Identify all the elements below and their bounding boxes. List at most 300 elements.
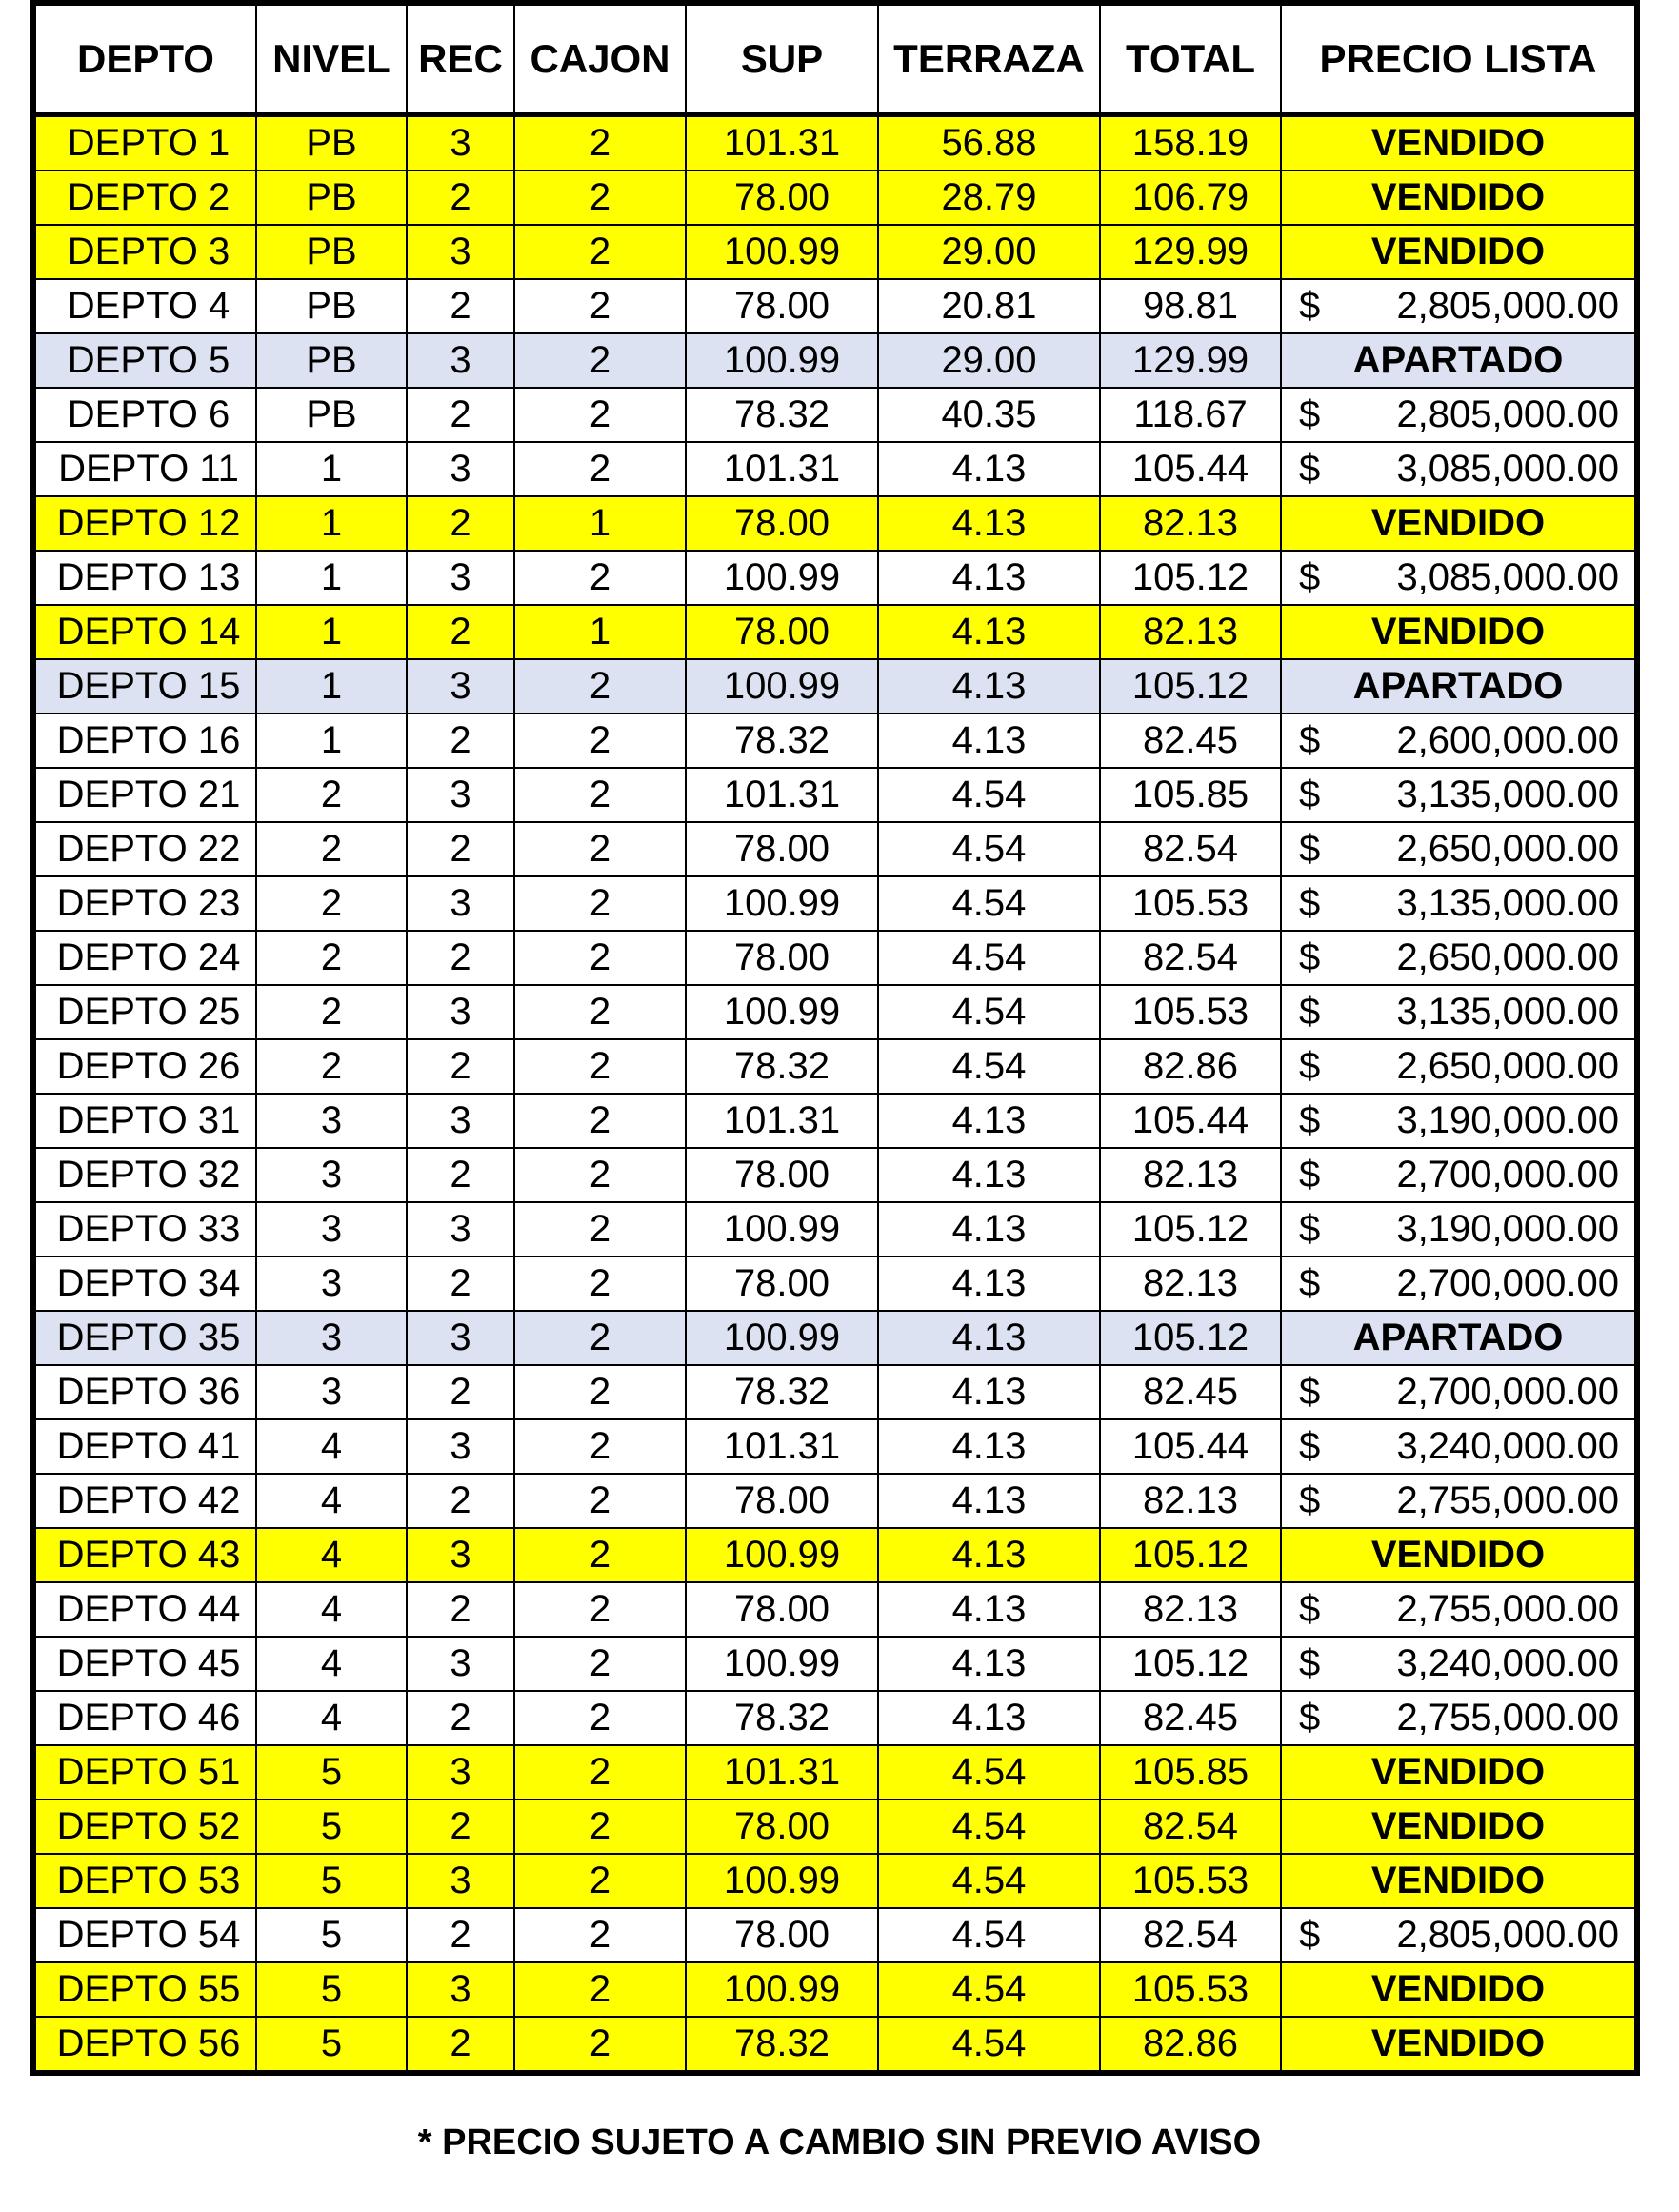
table-row [33, 1148, 1637, 1202]
cell-sup: 100.99 [686, 333, 878, 388]
price-value [1282, 393, 1634, 436]
cell-cajon: 2 [514, 1800, 686, 1854]
cell-terraza: 4.13 [878, 1148, 1100, 1202]
cell-cajon: 2 [514, 1257, 686, 1311]
price-value [1282, 1425, 1634, 1468]
cell-nivel: 1 [256, 605, 407, 659]
cell-cajon: 2 [514, 822, 686, 876]
cell-terraza: 4.54 [878, 768, 1100, 822]
cell-depto: DEPTO 13 [33, 551, 256, 605]
cell-depto: DEPTO 52 [33, 1800, 256, 1854]
price-amount: 2,805,000.00 [1396, 1914, 1619, 1956]
cell-sup: 100.99 [686, 1528, 878, 1582]
cell-sup: 78.32 [686, 1365, 878, 1419]
cell-depto: DEPTO 34 [33, 1257, 256, 1311]
table-row [33, 1745, 1637, 1800]
cell-sup: 78.00 [686, 822, 878, 876]
cell-terraza: 4.54 [878, 931, 1100, 985]
status-badge-vendido: VENDIDO [1281, 225, 1637, 279]
cell-total: 105.53 [1100, 1854, 1281, 1908]
currency-symbol: $ [1299, 1208, 1321, 1250]
cell-rec: 2 [407, 2017, 514, 2073]
cell-rec: 2 [407, 605, 514, 659]
cell-sup: 78.00 [686, 171, 878, 225]
price-amount: 2,650,000.00 [1396, 828, 1619, 870]
header-row [33, 3, 1637, 115]
cell-nivel: 4 [256, 1691, 407, 1745]
cell-precio-lista [1281, 714, 1637, 768]
table-header [33, 3, 1637, 115]
cell-terraza: 4.54 [878, 876, 1100, 931]
table-row [33, 1257, 1637, 1311]
cell-nivel: 5 [256, 1800, 407, 1854]
cell-total: 105.12 [1100, 659, 1281, 714]
cell-terraza: 4.13 [878, 551, 1100, 605]
cell-rec: 2 [407, 1365, 514, 1419]
cell-cajon: 2 [514, 1745, 686, 1800]
table-row [33, 1800, 1637, 1854]
cell-depto: DEPTO 5 [33, 333, 256, 388]
cell-nivel: 3 [256, 1094, 407, 1148]
cell-cajon: 2 [514, 876, 686, 931]
cell-sup: 78.00 [686, 1908, 878, 1962]
currency-symbol: $ [1299, 828, 1321, 870]
cell-precio-lista [1281, 1474, 1637, 1528]
cell-sup: 100.99 [686, 551, 878, 605]
cell-total: 82.54 [1100, 931, 1281, 985]
cell-sup: 100.99 [686, 1311, 878, 1365]
cell-sup: 100.99 [686, 876, 878, 931]
cell-sup: 101.31 [686, 1094, 878, 1148]
cell-total: 82.54 [1100, 822, 1281, 876]
currency-symbol: $ [1299, 1588, 1321, 1630]
cell-terraza: 4.13 [878, 1637, 1100, 1691]
cell-rec: 2 [407, 1582, 514, 1637]
cell-nivel: 3 [256, 1257, 407, 1311]
cell-cajon: 1 [514, 496, 686, 551]
price-list-table [30, 0, 1640, 2076]
header-terraza: TERRAZA [878, 3, 1100, 115]
cell-precio-lista [1281, 768, 1637, 822]
price-amount: 3,085,000.00 [1396, 556, 1619, 598]
table-row [33, 1908, 1637, 1962]
cell-total: 105.12 [1100, 1528, 1281, 1582]
cell-precio-lista [1281, 985, 1637, 1039]
cell-rec: 2 [407, 1691, 514, 1745]
price-value [1282, 556, 1634, 599]
cell-precio-lista [1281, 388, 1637, 442]
cell-depto: DEPTO 53 [33, 1854, 256, 1908]
cell-terraza: 4.54 [878, 1745, 1100, 1800]
cell-sup: 101.31 [686, 1745, 878, 1800]
cell-rec: 3 [407, 985, 514, 1039]
table-row [33, 496, 1637, 551]
currency-symbol: $ [1299, 719, 1321, 761]
cell-nivel: 4 [256, 1582, 407, 1637]
cell-total: 105.12 [1100, 1311, 1281, 1365]
currency-symbol: $ [1299, 1099, 1321, 1141]
cell-precio-lista [1281, 822, 1637, 876]
status-badge-vendido: VENDIDO [1281, 115, 1637, 171]
cell-total: 105.44 [1100, 1094, 1281, 1148]
cell-cajon: 2 [514, 1365, 686, 1419]
status-badge-vendido: VENDIDO [1281, 1800, 1637, 1854]
cell-depto: DEPTO 22 [33, 822, 256, 876]
cell-terraza: 4.54 [878, 1962, 1100, 2017]
cell-nivel: 5 [256, 1745, 407, 1800]
header-cajon: CAJON [514, 3, 686, 115]
cell-terraza: 4.54 [878, 1039, 1100, 1094]
price-amount: 2,700,000.00 [1396, 1371, 1619, 1413]
price-value [1282, 1154, 1634, 1196]
cell-sup: 78.00 [686, 1257, 878, 1311]
price-value [1282, 1262, 1634, 1305]
cell-nivel: 1 [256, 714, 407, 768]
status-badge-vendido: VENDIDO [1281, 1745, 1637, 1800]
cell-cajon: 2 [514, 551, 686, 605]
cell-sup: 101.31 [686, 768, 878, 822]
cell-nivel: 5 [256, 1854, 407, 1908]
currency-symbol: $ [1299, 1154, 1321, 1196]
cell-rec: 3 [407, 1094, 514, 1148]
cell-total: 105.85 [1100, 1745, 1281, 1800]
cell-cajon: 2 [514, 1528, 686, 1582]
cell-nivel: PB [256, 171, 407, 225]
cell-precio-lista [1281, 1039, 1637, 1094]
price-value [1282, 1208, 1634, 1251]
cell-precio-lista [1281, 1148, 1637, 1202]
cell-nivel: 1 [256, 659, 407, 714]
currency-symbol: $ [1299, 1479, 1321, 1521]
cell-sup: 100.99 [686, 1637, 878, 1691]
cell-rec: 2 [407, 1908, 514, 1962]
currency-symbol: $ [1299, 1262, 1321, 1304]
cell-total: 82.54 [1100, 1908, 1281, 1962]
table-row [33, 1637, 1637, 1691]
cell-depto: DEPTO 35 [33, 1311, 256, 1365]
cell-total: 105.12 [1100, 551, 1281, 605]
cell-nivel: 2 [256, 1039, 407, 1094]
currency-symbol: $ [1299, 1425, 1321, 1467]
table-row [33, 333, 1637, 388]
cell-cajon: 2 [514, 1962, 686, 2017]
cell-terraza: 4.54 [878, 1800, 1100, 1854]
cell-sup: 78.00 [686, 1148, 878, 1202]
cell-total: 82.13 [1100, 496, 1281, 551]
cell-cajon: 2 [514, 388, 686, 442]
cell-total: 82.54 [1100, 1800, 1281, 1854]
status-badge-vendido: VENDIDO [1281, 1962, 1637, 2017]
cell-sup: 100.99 [686, 225, 878, 279]
cell-nivel: 5 [256, 1962, 407, 2017]
cell-depto: DEPTO 26 [33, 1039, 256, 1094]
cell-rec: 2 [407, 714, 514, 768]
cell-precio-lista [1281, 1202, 1637, 1257]
price-amount: 3,085,000.00 [1396, 448, 1619, 490]
table-row [33, 1365, 1637, 1419]
table-row [33, 442, 1637, 496]
cell-precio-lista [1281, 876, 1637, 931]
cell-precio-lista [1281, 1257, 1637, 1311]
cell-rec: 2 [407, 1148, 514, 1202]
cell-sup: 78.00 [686, 1582, 878, 1637]
cell-total: 106.79 [1100, 171, 1281, 225]
cell-rec: 3 [407, 115, 514, 171]
cell-sup: 78.00 [686, 931, 878, 985]
table-row [33, 1528, 1637, 1582]
header-nivel: NIVEL [256, 3, 407, 115]
cell-total: 82.45 [1100, 1691, 1281, 1745]
cell-depto: DEPTO 33 [33, 1202, 256, 1257]
cell-nivel: 2 [256, 768, 407, 822]
cell-nivel: PB [256, 333, 407, 388]
cell-terraza: 4.54 [878, 985, 1100, 1039]
cell-terraza: 28.79 [878, 171, 1100, 225]
cell-nivel: 2 [256, 876, 407, 931]
cell-cajon: 2 [514, 1419, 686, 1474]
cell-depto: DEPTO 14 [33, 605, 256, 659]
cell-nivel: 2 [256, 985, 407, 1039]
cell-nivel: 3 [256, 1365, 407, 1419]
cell-cajon: 2 [514, 768, 686, 822]
cell-total: 105.12 [1100, 1202, 1281, 1257]
table-row [33, 1474, 1637, 1528]
cell-depto: DEPTO 23 [33, 876, 256, 931]
cell-rec: 2 [407, 1474, 514, 1528]
cell-sup: 78.00 [686, 1474, 878, 1528]
cell-sup: 101.31 [686, 442, 878, 496]
status-badge-vendido: VENDIDO [1281, 605, 1637, 659]
cell-nivel: PB [256, 388, 407, 442]
currency-symbol: $ [1299, 1045, 1321, 1087]
cell-rec: 3 [407, 1528, 514, 1582]
cell-depto: DEPTO 21 [33, 768, 256, 822]
cell-cajon: 2 [514, 1202, 686, 1257]
cell-cajon: 2 [514, 115, 686, 171]
cell-total: 98.81 [1100, 279, 1281, 333]
header-rec: REC [407, 3, 514, 115]
price-disclaimer: * PRECIO SUJETO A CAMBIO SIN PREVIO AVISO [417, 2122, 1262, 2162]
cell-cajon: 2 [514, 2017, 686, 2073]
cell-rec: 3 [407, 333, 514, 388]
cell-rec: 3 [407, 768, 514, 822]
cell-sup: 78.32 [686, 1039, 878, 1094]
cell-depto: DEPTO 36 [33, 1365, 256, 1419]
table-row [33, 225, 1637, 279]
cell-depto: DEPTO 24 [33, 931, 256, 985]
status-badge-apartado: APARTADO [1281, 1311, 1637, 1365]
table-row [33, 714, 1637, 768]
cell-precio-lista [1281, 279, 1637, 333]
cell-sup: 78.00 [686, 496, 878, 551]
cell-total: 105.53 [1100, 1962, 1281, 2017]
cell-depto: DEPTO 32 [33, 1148, 256, 1202]
cell-rec: 2 [407, 822, 514, 876]
cell-cajon: 2 [514, 659, 686, 714]
cell-depto: DEPTO 16 [33, 714, 256, 768]
header-precio-lista: PRECIO LISTA [1281, 3, 1637, 115]
table-row [33, 768, 1637, 822]
table-row [33, 876, 1637, 931]
cell-precio-lista [1281, 1582, 1637, 1637]
cell-total: 158.19 [1100, 115, 1281, 171]
cell-precio-lista [1281, 442, 1637, 496]
cell-total: 105.44 [1100, 1419, 1281, 1474]
cell-depto: DEPTO 2 [33, 171, 256, 225]
table-row [33, 985, 1637, 1039]
cell-terraza: 4.13 [878, 1094, 1100, 1148]
header-sup: SUP [686, 3, 878, 115]
cell-total: 82.45 [1100, 1365, 1281, 1419]
cell-terraza: 29.00 [878, 225, 1100, 279]
currency-symbol: $ [1299, 556, 1321, 598]
status-badge-vendido: VENDIDO [1281, 2017, 1637, 2073]
cell-terraza: 29.00 [878, 333, 1100, 388]
cell-sup: 101.31 [686, 1419, 878, 1474]
cell-precio-lista [1281, 551, 1637, 605]
currency-symbol: $ [1299, 882, 1321, 924]
cell-cajon: 2 [514, 171, 686, 225]
cell-depto: DEPTO 6 [33, 388, 256, 442]
table-row [33, 1582, 1637, 1637]
price-amount: 3,240,000.00 [1396, 1425, 1619, 1467]
cell-sup: 78.00 [686, 1800, 878, 1854]
cell-rec: 2 [407, 1257, 514, 1311]
table-row [33, 1691, 1637, 1745]
cell-rec: 2 [407, 1039, 514, 1094]
cell-rec: 2 [407, 931, 514, 985]
price-amount: 2,755,000.00 [1396, 1697, 1619, 1739]
cell-nivel: 1 [256, 551, 407, 605]
cell-sup: 78.32 [686, 2017, 878, 2073]
cell-nivel: PB [256, 225, 407, 279]
cell-rec: 3 [407, 225, 514, 279]
cell-rec: 2 [407, 388, 514, 442]
price-amount: 2,805,000.00 [1396, 285, 1619, 327]
price-value [1282, 1479, 1634, 1522]
cell-rec: 3 [407, 551, 514, 605]
price-amount: 2,650,000.00 [1396, 1045, 1619, 1087]
status-badge-vendido: VENDIDO [1281, 171, 1637, 225]
price-value [1282, 882, 1634, 925]
cell-terraza: 4.13 [878, 1419, 1100, 1474]
cell-cajon: 2 [514, 931, 686, 985]
price-amount: 3,240,000.00 [1396, 1642, 1619, 1684]
cell-depto: DEPTO 42 [33, 1474, 256, 1528]
cell-cajon: 2 [514, 1094, 686, 1148]
price-amount: 2,600,000.00 [1396, 719, 1619, 761]
cell-terraza: 56.88 [878, 115, 1100, 171]
table-row [33, 1039, 1637, 1094]
cell-nivel: PB [256, 279, 407, 333]
currency-symbol: $ [1299, 1697, 1321, 1739]
cell-terraza: 4.54 [878, 1908, 1100, 1962]
table-row [33, 1419, 1637, 1474]
cell-total: 82.86 [1100, 2017, 1281, 2073]
cell-cajon: 1 [514, 605, 686, 659]
cell-sup: 78.00 [686, 279, 878, 333]
cell-nivel: 3 [256, 1311, 407, 1365]
cell-sup: 101.31 [686, 115, 878, 171]
cell-depto: DEPTO 56 [33, 2017, 256, 2073]
cell-depto: DEPTO 3 [33, 225, 256, 279]
cell-total: 105.12 [1100, 1637, 1281, 1691]
cell-rec: 3 [407, 1962, 514, 2017]
cell-nivel: 2 [256, 822, 407, 876]
cell-cajon: 2 [514, 1039, 686, 1094]
status-badge-apartado: APARTADO [1281, 333, 1637, 388]
price-value [1282, 1099, 1634, 1142]
cell-total: 82.13 [1100, 1582, 1281, 1637]
cell-total: 118.67 [1100, 388, 1281, 442]
cell-depto: DEPTO 55 [33, 1962, 256, 2017]
cell-terraza: 4.13 [878, 714, 1100, 768]
cell-total: 82.45 [1100, 714, 1281, 768]
cell-terraza: 4.54 [878, 2017, 1100, 2073]
price-amount: 3,190,000.00 [1396, 1099, 1619, 1141]
cell-cajon: 2 [514, 1854, 686, 1908]
price-value [1282, 774, 1634, 816]
price-value [1282, 828, 1634, 871]
cell-precio-lista [1281, 1419, 1637, 1474]
cell-rec: 3 [407, 1202, 514, 1257]
price-value [1282, 1697, 1634, 1739]
cell-terraza: 4.13 [878, 496, 1100, 551]
cell-cajon: 2 [514, 985, 686, 1039]
cell-cajon: 2 [514, 225, 686, 279]
cell-terraza: 40.35 [878, 388, 1100, 442]
price-value [1282, 285, 1634, 328]
cell-depto: DEPTO 46 [33, 1691, 256, 1745]
cell-terraza: 4.13 [878, 442, 1100, 496]
currency-symbol: $ [1299, 1371, 1321, 1413]
status-badge-vendido: VENDIDO [1281, 1854, 1637, 1908]
cell-rec: 3 [407, 1311, 514, 1365]
price-value [1282, 1914, 1634, 1957]
table-row [33, 822, 1637, 876]
cell-depto: DEPTO 43 [33, 1528, 256, 1582]
cell-nivel: 4 [256, 1528, 407, 1582]
cell-terraza: 4.13 [878, 1202, 1100, 1257]
cell-total: 105.53 [1100, 985, 1281, 1039]
price-value [1282, 1045, 1634, 1088]
price-amount: 2,650,000.00 [1396, 936, 1619, 978]
cell-total: 105.44 [1100, 442, 1281, 496]
table-row [33, 659, 1637, 714]
cell-terraza: 4.13 [878, 1691, 1100, 1745]
price-value [1282, 448, 1634, 491]
table-row [33, 605, 1637, 659]
currency-symbol: $ [1299, 1642, 1321, 1684]
cell-cajon: 2 [514, 1148, 686, 1202]
cell-precio-lista [1281, 1908, 1637, 1962]
currency-symbol: $ [1299, 285, 1321, 327]
currency-symbol: $ [1299, 991, 1321, 1033]
cell-sup: 100.99 [686, 1202, 878, 1257]
table-row [33, 279, 1637, 333]
cell-rec: 2 [407, 496, 514, 551]
cell-rec: 2 [407, 171, 514, 225]
cell-total: 129.99 [1100, 225, 1281, 279]
cell-total: 82.13 [1100, 1148, 1281, 1202]
cell-terraza: 4.54 [878, 822, 1100, 876]
cell-nivel: 4 [256, 1419, 407, 1474]
cell-sup: 100.99 [686, 659, 878, 714]
cell-rec: 3 [407, 442, 514, 496]
cell-depto: DEPTO 45 [33, 1637, 256, 1691]
cell-cajon: 2 [514, 1908, 686, 1962]
price-amount: 2,805,000.00 [1396, 393, 1619, 435]
